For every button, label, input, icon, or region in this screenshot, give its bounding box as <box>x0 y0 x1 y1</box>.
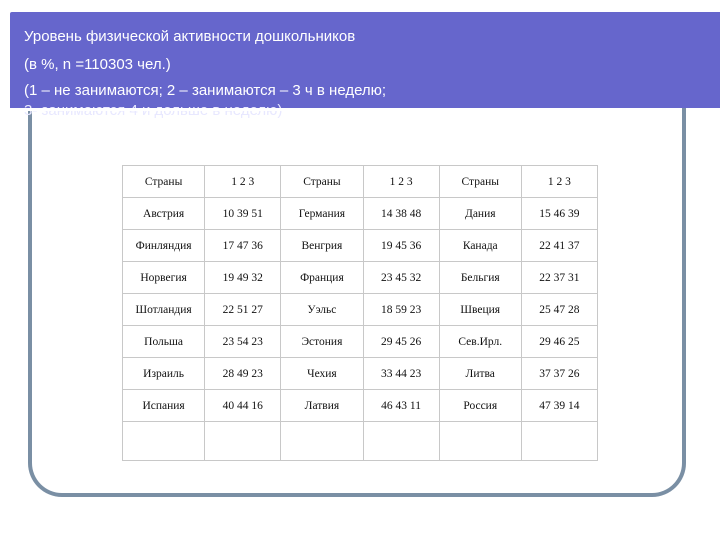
table-cell: Эстония <box>281 326 363 358</box>
title-line-3: (1 – не занимаются; 2 – занимаются – 3 ч в неделю; <box>24 82 387 99</box>
header-values-3: 1 2 3 <box>521 166 597 198</box>
table-cell-empty <box>205 422 281 461</box>
table-cell: Норвегия <box>123 262 205 294</box>
table-row <box>123 230 598 262</box>
table-cell: 46 43 11 <box>363 390 439 422</box>
table-row <box>123 326 598 358</box>
table-cell: Сев.Ирл. <box>439 326 521 358</box>
header-values-1: 1 2 3 <box>205 166 281 198</box>
table-cell: Швеция <box>439 294 521 326</box>
table-cell: 22 37 31 <box>521 262 597 294</box>
table-cell: 37 37 26 <box>521 358 597 390</box>
table-cell: 40 44 16 <box>205 390 281 422</box>
table-cell: Германия <box>281 198 363 230</box>
table-cell-empty <box>439 422 521 461</box>
table-cell: Чехия <box>281 358 363 390</box>
header-country-2: Страны <box>281 166 363 198</box>
table-cell: Шотландия <box>123 294 205 326</box>
table-header-row <box>123 166 598 198</box>
table-cell: 23 54 23 <box>205 326 281 358</box>
table-cell: 19 49 32 <box>205 262 281 294</box>
table-cell: Финляндия <box>123 230 205 262</box>
table-cell-empty <box>363 422 439 461</box>
title-line-4 <box>24 102 282 120</box>
table-cell: Бельгия <box>439 262 521 294</box>
title-underline <box>20 108 645 111</box>
activity-table <box>122 165 598 461</box>
title-bar <box>10 12 720 108</box>
table-cell: Россия <box>439 390 521 422</box>
table-cell: 23 45 32 <box>363 262 439 294</box>
table-cell: 29 45 26 <box>363 326 439 358</box>
table-cell: Франция <box>281 262 363 294</box>
table-cell: 17 47 36 <box>205 230 281 262</box>
table-cell: Польша <box>123 326 205 358</box>
header-country-1: Страны <box>123 166 205 198</box>
table-cell: 28 49 23 <box>205 358 281 390</box>
table-cell: Канада <box>439 230 521 262</box>
table-row <box>123 390 598 422</box>
table-cell: 19 45 36 <box>363 230 439 262</box>
table-cell: 14 38 48 <box>363 198 439 230</box>
table-cell: 15 46 39 <box>521 198 597 230</box>
table-cell: 29 46 25 <box>521 326 597 358</box>
title-line-1: Уровень физической активности дошкольников <box>24 28 356 45</box>
table-empty-row <box>123 422 598 461</box>
table-cell: Венгрия <box>281 230 363 262</box>
table-row <box>123 262 598 294</box>
table-row <box>123 294 598 326</box>
table-cell: Израиль <box>123 358 205 390</box>
table-cell: 25 47 28 <box>521 294 597 326</box>
table-cell: Испания <box>123 390 205 422</box>
table-cell: Латвия <box>281 390 363 422</box>
table-cell-empty <box>521 422 597 461</box>
table-cell: 33 44 23 <box>363 358 439 390</box>
table-cell: Уэльс <box>281 294 363 326</box>
table-cell: 22 41 37 <box>521 230 597 262</box>
header-country-3: Страны <box>439 166 521 198</box>
table-cell-empty <box>123 422 205 461</box>
table-cell: 47 39 14 <box>521 390 597 422</box>
table-cell: 22 51 27 <box>205 294 281 326</box>
table-row <box>123 358 598 390</box>
table-cell: 18 59 23 <box>363 294 439 326</box>
table-row <box>123 198 598 230</box>
table-cell-empty <box>281 422 363 461</box>
table-cell: Австрия <box>123 198 205 230</box>
header-values-2: 1 2 3 <box>363 166 439 198</box>
table-cell: Дания <box>439 198 521 230</box>
table-cell: Литва <box>439 358 521 390</box>
table-cell: 10 39 51 <box>205 198 281 230</box>
title-line-2: (в %, n =110303 чел.) <box>24 56 171 73</box>
